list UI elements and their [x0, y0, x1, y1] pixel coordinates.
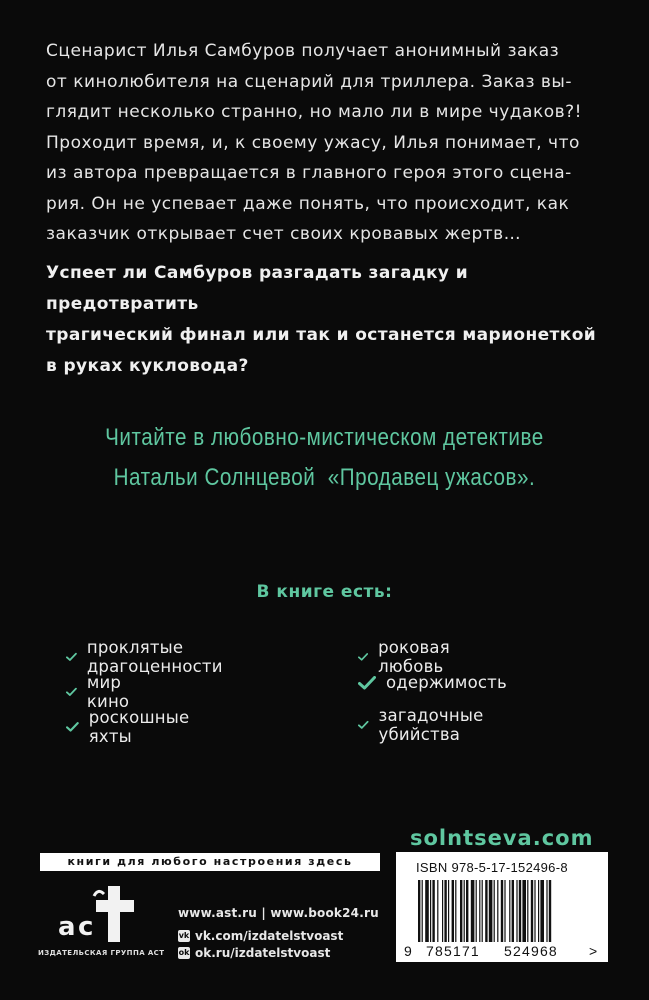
teaser-question — [46, 258, 616, 382]
check-icon — [66, 650, 77, 664]
feature-label: одержимость — [386, 673, 507, 692]
barcode-bars — [418, 880, 588, 946]
book-description — [46, 36, 608, 250]
feature-item — [358, 638, 458, 676]
feature-item — [358, 706, 491, 744]
description-line: рия. Он не успевает даже понять, что происходит, как — [46, 193, 570, 214]
features-heading: В книге есть: — [256, 582, 393, 602]
check-icon — [358, 718, 369, 732]
check-icon — [358, 650, 368, 664]
barcode-digit-group-2: 524968 — [504, 943, 558, 959]
author-website[interactable]: solntseva.com — [410, 826, 594, 850]
barcode-digit-first: 9 — [404, 943, 413, 959]
check-icon — [358, 676, 376, 690]
check-icon — [66, 685, 77, 699]
ast-logo — [56, 880, 156, 950]
description-line: от кинолюбителя на сценарий для триллера. Заказ вы- — [46, 71, 572, 92]
description-line: заказчик открывает счет своих кровавых жертв… — [46, 224, 522, 244]
vk-link[interactable] — [178, 929, 343, 943]
barcode-digit-group-1: 785171 — [426, 943, 480, 959]
question-line: в руках кукловода? — [46, 356, 249, 376]
check-icon — [66, 720, 79, 734]
feature-item — [66, 638, 230, 676]
promo-line-1: Читайте в любовно-мистическом детективе — [105, 424, 544, 451]
feature-item — [66, 673, 136, 711]
barcode-arrow: > — [589, 943, 599, 959]
svg-text:c: c — [78, 912, 94, 942]
feature-label: проклятые драгоценности — [86, 638, 223, 676]
isbn-number: ISBN 978-5-17-152496-8 — [416, 860, 568, 875]
feature-label: роскошные яхты — [88, 708, 190, 746]
question-line: трагический финал или так и останется марионеткой — [46, 325, 597, 345]
publisher-slogan: книги для любого настроения здесь — [40, 853, 380, 871]
feature-item — [358, 673, 507, 692]
web-links[interactable]: www.ast.ru | www.book24.ru — [178, 906, 379, 920]
barcode — [396, 852, 608, 962]
ok-link-label: ok.ru/izdatelstvoast — [195, 946, 331, 960]
ok-link[interactable] — [178, 946, 330, 960]
feature-label: мир кино — [86, 673, 130, 711]
promo-line-2: Натальи Солнцевой «Продавец ужасов». — [113, 464, 536, 491]
ok-icon: ok — [178, 948, 190, 957]
feature-label: роковая любовь — [378, 638, 450, 676]
description-line: Проходит время, и, к своему ужасу, Илья понимает, что — [46, 132, 580, 153]
description-line: Сценарист Илья Самбуров получает анонимный заказ — [46, 41, 560, 61]
feature-item — [66, 708, 195, 746]
feature-label: загадочные убийства — [378, 706, 484, 744]
promo-text — [45, 418, 603, 498]
svg-text:a: a — [58, 912, 76, 942]
description-line: из автора превращается в главного героя этого сцена- — [46, 163, 572, 183]
question-line: Успеет ли Самбуров разгадать загадку и предотвратить — [46, 263, 469, 314]
vk-link-label: vk.com/izdatelstvoast — [195, 929, 344, 943]
publisher-caption: ИЗДАТЕЛЬСКАЯ ГРУППА АСТ — [38, 949, 165, 957]
description-line: глядит несколько странно, но мало ли в мире чудаков?! — [46, 102, 582, 122]
vk-icon: vk — [178, 931, 190, 940]
